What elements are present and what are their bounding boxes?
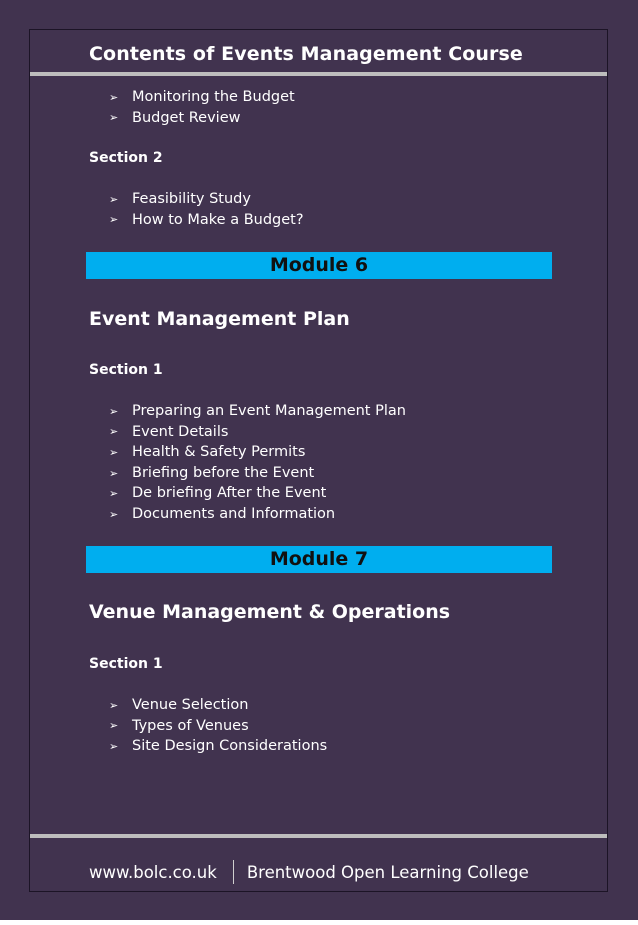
list-item: ➢ Venue Selection: [109, 697, 249, 713]
footer-website[interactable]: www.bolc.co.uk: [89, 862, 217, 882]
arrow-bullet-icon: ➢: [109, 719, 119, 733]
arrow-bullet-icon: ➢: [109, 466, 119, 480]
bottom-strip: [0, 920, 638, 925]
arrow-bullet-icon: ➢: [109, 507, 119, 521]
arrow-bullet-icon: ➢: [109, 487, 119, 501]
module-7-heading: Venue Management & Operations: [89, 601, 451, 623]
list-item: ➢ Budget Review: [109, 109, 241, 126]
arrow-bullet-icon: ➢: [109, 213, 119, 227]
arrow-bullet-icon: ➢: [109, 404, 119, 418]
section-heading: Section 1: [89, 362, 163, 378]
arrow-bullet-icon: ➢: [109, 90, 119, 104]
arrow-bullet-icon: ➢: [109, 739, 119, 753]
list-item: ➢ Health & Safety Permits: [109, 444, 306, 461]
list-item: ➢ Briefing before the Event: [109, 464, 315, 481]
block1-list: [109, 87, 295, 128]
list-item: ➢ Types of Venues: [109, 717, 249, 734]
list-item: ➢ Monitoring the Budget: [109, 89, 295, 105]
list-item: ➢ Documents and Information: [109, 505, 336, 522]
block2-list: [109, 189, 304, 230]
footer-separator: [233, 860, 234, 884]
arrow-bullet-icon: ➢: [109, 111, 119, 125]
list-item: ➢ Feasibility Study: [109, 191, 251, 207]
list-item: ➢ De briefing After the Event: [109, 485, 327, 502]
arrow-bullet-icon: ➢: [109, 192, 119, 206]
list-item: ➢ Event Details: [109, 423, 229, 440]
title-divider: [30, 72, 607, 76]
section-heading: Section 1: [89, 656, 163, 672]
module-7-list: [109, 695, 327, 757]
list-item: ➢ Preparing an Event Management Plan: [109, 403, 406, 419]
module-7-banner: Module 7: [86, 546, 552, 573]
section-heading: Section 2: [89, 150, 163, 166]
footer-divider: [30, 834, 607, 838]
module-6-banner: Module 6: [86, 252, 552, 279]
list-item: ➢ Site Design Considerations: [109, 738, 328, 755]
footer: [89, 860, 529, 884]
arrow-bullet-icon: ➢: [109, 445, 119, 459]
arrow-bullet-icon: ➢: [109, 698, 119, 712]
module-6-list: [109, 401, 406, 525]
list-item: ➢ How to Make a Budget?: [109, 211, 304, 228]
module-6-heading: Event Management Plan: [89, 308, 350, 330]
arrow-bullet-icon: ➢: [109, 425, 119, 439]
page-title: Contents of Events Management Course: [89, 43, 523, 65]
footer-college-name: Brentwood Open Learning College: [246, 862, 529, 882]
